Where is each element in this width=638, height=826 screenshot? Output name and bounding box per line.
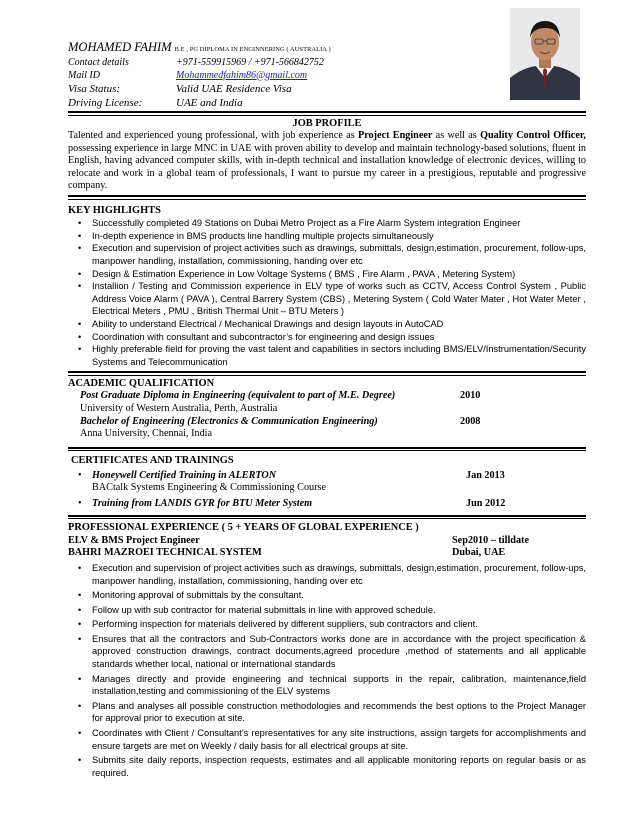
list-item: • Installion / Testing and Commission experience in ELV type of works such as CCTV, Access Control System , Public Address Voice Alarm ( PAVA ), Central Barrery System (CBS) , Metering System ( Cold Water Mater , Hot Water Meter , Electrical Meters , PMU , British Thermal Unit – BTU Meters ) (78, 281, 586, 317)
experience-list (68, 562, 586, 780)
company-location: Dubai, UAE (452, 547, 506, 559)
divider (68, 515, 586, 520)
list-item: • Submits site daily reports, inspection requests, estimates and all applicable monitoring reports on regular basis or as required. (78, 755, 586, 778)
visa-value: Valid UAE Residence Visa (176, 83, 292, 95)
job-profile-text (68, 130, 586, 193)
experience-role-row (68, 535, 586, 548)
list-item: • Execution and supervision of project activities such as drawings, submittals, design,estimation, procurement, follow-ups, manpower handling, installation, commissioning, handing over etc (78, 243, 586, 266)
cert-sub: BACtalk Systems Engineering & Commissioning Course (92, 482, 327, 494)
divider (68, 371, 586, 376)
contact-label: Contact details (68, 57, 129, 68)
list-item: • Highly preferable field for proving the vast talent and capabilities in sectors including BMS/ELV/Instrumentation/Security Systems and Telecommunication (78, 344, 586, 367)
degree-row (80, 390, 586, 403)
profile-text-b: as well as (432, 130, 481, 142)
highlights-list (68, 217, 586, 368)
job-profile-title: JOB PROFILE (292, 117, 362, 129)
list-item: • In-depth experience in BMS products line handling multiple projects simultaneously (78, 230, 434, 241)
company-name: BAHRI MAZROEI TECHNICAL SYSTEM (68, 547, 262, 559)
list-item: • Design & Estimation Experience in Low Voltage Systems ( BMS , Fire Alarm , PAVA , Metering System) (78, 268, 516, 279)
certificates-list (68, 470, 586, 511)
degree-school: University of Western Australia, Perth, Australia (80, 402, 278, 414)
list-item: • Follow up with sub contractor for material submittals in line with approved schedule. (78, 604, 436, 615)
degree-title: Bachelor of Engineering (Electronics & Communication Engineering) (80, 415, 378, 427)
profile-text-a: Talented and experienced young professional, with job experience as (68, 130, 358, 142)
candidate-name (68, 40, 586, 57)
profile-role-a: Project Engineer (358, 130, 433, 142)
list-item: • Manages directly and provide engineering and technical supports in the repair, calibration, maintenance,field installation,testing and commissioning of the ELV systems (78, 673, 586, 697)
degree-year: 2008 (460, 415, 481, 427)
list-item: • Execution and supervision of project activities such as drawings, submittals, design,estimation, procurement, follow-ups, manpower handling, installation, commissioning, handing over etc (78, 562, 586, 586)
academic-entries (68, 390, 586, 440)
contact-value: +971-559915969 / +971-566842752 (176, 57, 324, 68)
list-item: • Successfully completed 49 Stations on Dubai Metro Project as a Fire Alarm System integration Engineer (78, 218, 521, 229)
degree-year: 2010 (460, 390, 481, 402)
certificates-title: CERTIFICATES AND TRAININGS (71, 455, 234, 467)
list-item: • Honeywell Certified Training in ALERTON Jan 2013 BACtalk Systems Engineering & Commissioning Course (68, 470, 586, 495)
degree-school: Anna University, Chennai, India (80, 428, 213, 440)
contact-row (68, 57, 586, 70)
list-item: • Monitoring approval of submittals by the consultant. (78, 590, 304, 601)
job-dates: Sep2010 – tilldate (452, 534, 529, 546)
job-role: ELV & BMS Project Engineer (68, 534, 200, 546)
mail-row (68, 70, 586, 83)
visa-label: Visa Status: (68, 83, 121, 95)
list-item: • Training from LANDIS GYR for BTU Meter System Jun 2012 (78, 498, 506, 510)
experience-title: PROFESSIONAL EXPERIENCE ( 5 + YEARS OF GLOBAL EXPERIENCE ) (68, 522, 419, 534)
name-text: MOHAMED FAHIM (68, 40, 172, 54)
visa-row (68, 82, 586, 96)
cert-date: Jun 2012 (466, 498, 506, 510)
degree-row (80, 416, 586, 429)
list-item: • Ensures that all the contractors and Sub-Contractors works done are in accordance with the project specification & approved construction drawings, contract documents,agreed procedure ,method of statements and all applicable standards whether local, national or international standards (78, 633, 586, 670)
cert-name: Training from LANDIS GYR for BTU Meter System (92, 498, 313, 510)
list-item: • Coordination with consultant and subcontractor’s for engineering and design issues (78, 331, 435, 342)
profile-role-b: Quality Control Officer, (480, 130, 586, 142)
license-row (68, 96, 586, 110)
license-value: UAE and India (176, 97, 243, 109)
academic-title: ACADEMIC QUALIFICATION (68, 377, 215, 389)
license-label: Driving License: (68, 97, 143, 109)
cert-name: Honeywell Certified Training in ALERTON (92, 469, 277, 481)
list-item: • Performing inspection for materials delivered by different suppliers, sub contractors and client. (78, 619, 478, 630)
profile-text-c: possessing experience in large MNC in UAE with proven ability to develop and maintain technology-based solutions, fluent in English, having advanced computer skills, with in-depth technical and installation knowledge of electronic devices, willing to relocate and work in a global team of professionals, I want to pursue my career in a prestigious, reputable and progressive company. (68, 142, 586, 192)
divider (68, 111, 586, 116)
list-item: • Ability to understand Electrical / Mechanical Drawings and design layouts in AutoCAD (78, 318, 444, 329)
mail-label: Mail ID (68, 69, 100, 81)
list-item: • Plans and analyses all possible construction methodologies and recommends the best options to the Project Manager for approval prior to execution at site. (78, 700, 586, 724)
list-item: • Coordinates with Client / Consultant’s representatives for any site instructions, assign targets for accomplishments and ensure targets are met on Weekly / daily basis for all electrical groups at site. (78, 728, 586, 751)
divider (68, 195, 586, 200)
key-highlights-title: KEY HIGHLIGHTS (68, 204, 161, 216)
experience-company-row (68, 547, 586, 560)
degree-title: Post Graduate Diploma in Engineering (equivalent to part of M.E. Degree) (80, 390, 396, 402)
divider (68, 447, 586, 452)
email-link[interactable]: Mohammedfahim86@gmail.com (176, 69, 308, 81)
qualification-summary: B.E , PG DIPLOMA IN ENGINNERING ( AUSTRALIA ) (174, 46, 331, 53)
cert-date: Jan 2013 (466, 469, 505, 481)
